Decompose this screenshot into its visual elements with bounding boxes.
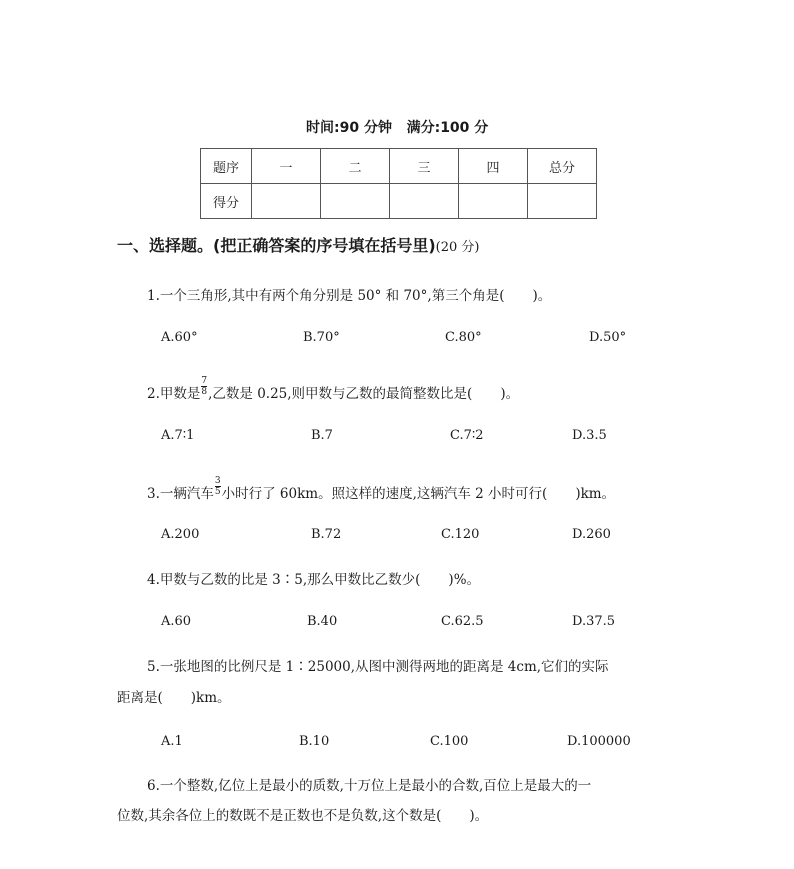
option-b[interactable]: B.7 xyxy=(311,428,333,443)
option-c[interactable]: C.7∶2 xyxy=(450,428,484,443)
question-2: 2.甲数是 $\frac{7}{8}$ ,乙数是 0.25,则甲数与乙数的最简整数比是( )。 xyxy=(147,376,520,402)
table-cell: 四 xyxy=(459,149,528,184)
score-input-cell[interactable] xyxy=(252,184,321,219)
score-label: 满分:100 分 xyxy=(406,120,489,136)
question-6-continuation: 位数,其余各位上的数既不是正数也不是负数,这个数是( )。 xyxy=(117,808,489,824)
option-d[interactable]: D.260 xyxy=(572,527,611,542)
fraction: $\frac{7}{8}$ xyxy=(201,376,208,397)
option-d[interactable]: D.37.5 xyxy=(572,614,616,629)
option-a[interactable]: A.60 xyxy=(161,614,192,629)
score-input-cell[interactable] xyxy=(528,184,597,219)
table-cell: 总分 xyxy=(528,149,597,184)
score-table-score-row xyxy=(201,184,597,219)
option-a[interactable]: A.60° xyxy=(161,330,198,345)
score-input-cell[interactable] xyxy=(459,184,528,219)
score-table-header-row xyxy=(201,149,597,184)
option-d[interactable]: D.50° xyxy=(589,330,627,345)
option-b[interactable]: B.40 xyxy=(307,614,338,629)
option-b[interactable]: B.70° xyxy=(303,330,340,345)
question-4: 4.甲数与乙数的比是 3∶5,那么甲数比乙数少( )%。 xyxy=(147,572,481,588)
score-table xyxy=(200,148,597,219)
option-a[interactable]: A.1 xyxy=(161,734,183,749)
option-c[interactable]: C.62.5 xyxy=(441,614,484,629)
time-label: 时间:90 分钟 xyxy=(306,120,392,136)
question-5-continuation: 距离是( )km。 xyxy=(117,690,231,706)
fraction: $\frac{3}{5}$ xyxy=(214,476,221,497)
option-c[interactable]: C.120 xyxy=(441,527,480,542)
option-c[interactable]: C.100 xyxy=(430,734,469,749)
question-1: 1.一个三角形,其中有两个角分别是 50° 和 70°,第三个角是( )。 xyxy=(147,288,552,304)
option-a[interactable]: A.200 xyxy=(161,527,200,542)
score-input-cell[interactable] xyxy=(321,184,390,219)
question-3: 3.一辆汽车 $\frac{3}{5}$ 小时行了 60km。照这样的速度,这辆汽车 2 小时可行( )km。 xyxy=(147,476,616,502)
section-points: (20 分) xyxy=(435,240,480,255)
option-b[interactable]: B.10 xyxy=(299,734,330,749)
option-a[interactable]: A.7∶1 xyxy=(161,428,195,443)
option-d[interactable]: D.3.5 xyxy=(572,428,607,443)
option-b[interactable]: B.72 xyxy=(311,527,342,542)
score-input-cell[interactable] xyxy=(390,184,459,219)
table-cell: 二 xyxy=(321,149,390,184)
table-cell: 一 xyxy=(252,149,321,184)
question-6: 6.一个整数,亿位上是最小的质数,十万位上是最小的合数,百位上是最大的一 xyxy=(147,778,592,794)
section-title: 一、选择题。(把正确答案的序号填在括号里)(20 分) xyxy=(117,236,480,255)
option-c[interactable]: C.80° xyxy=(445,330,482,345)
exam-header xyxy=(306,117,488,137)
table-cell: 题序 xyxy=(201,149,252,184)
table-cell: 三 xyxy=(390,149,459,184)
question-5: 5.一张地图的比例尺是 1∶25000,从图中测得两地的距离是 4cm,它们的实际 xyxy=(147,659,609,675)
table-cell: 得分 xyxy=(201,184,252,219)
option-d[interactable]: D.100000 xyxy=(567,734,631,749)
